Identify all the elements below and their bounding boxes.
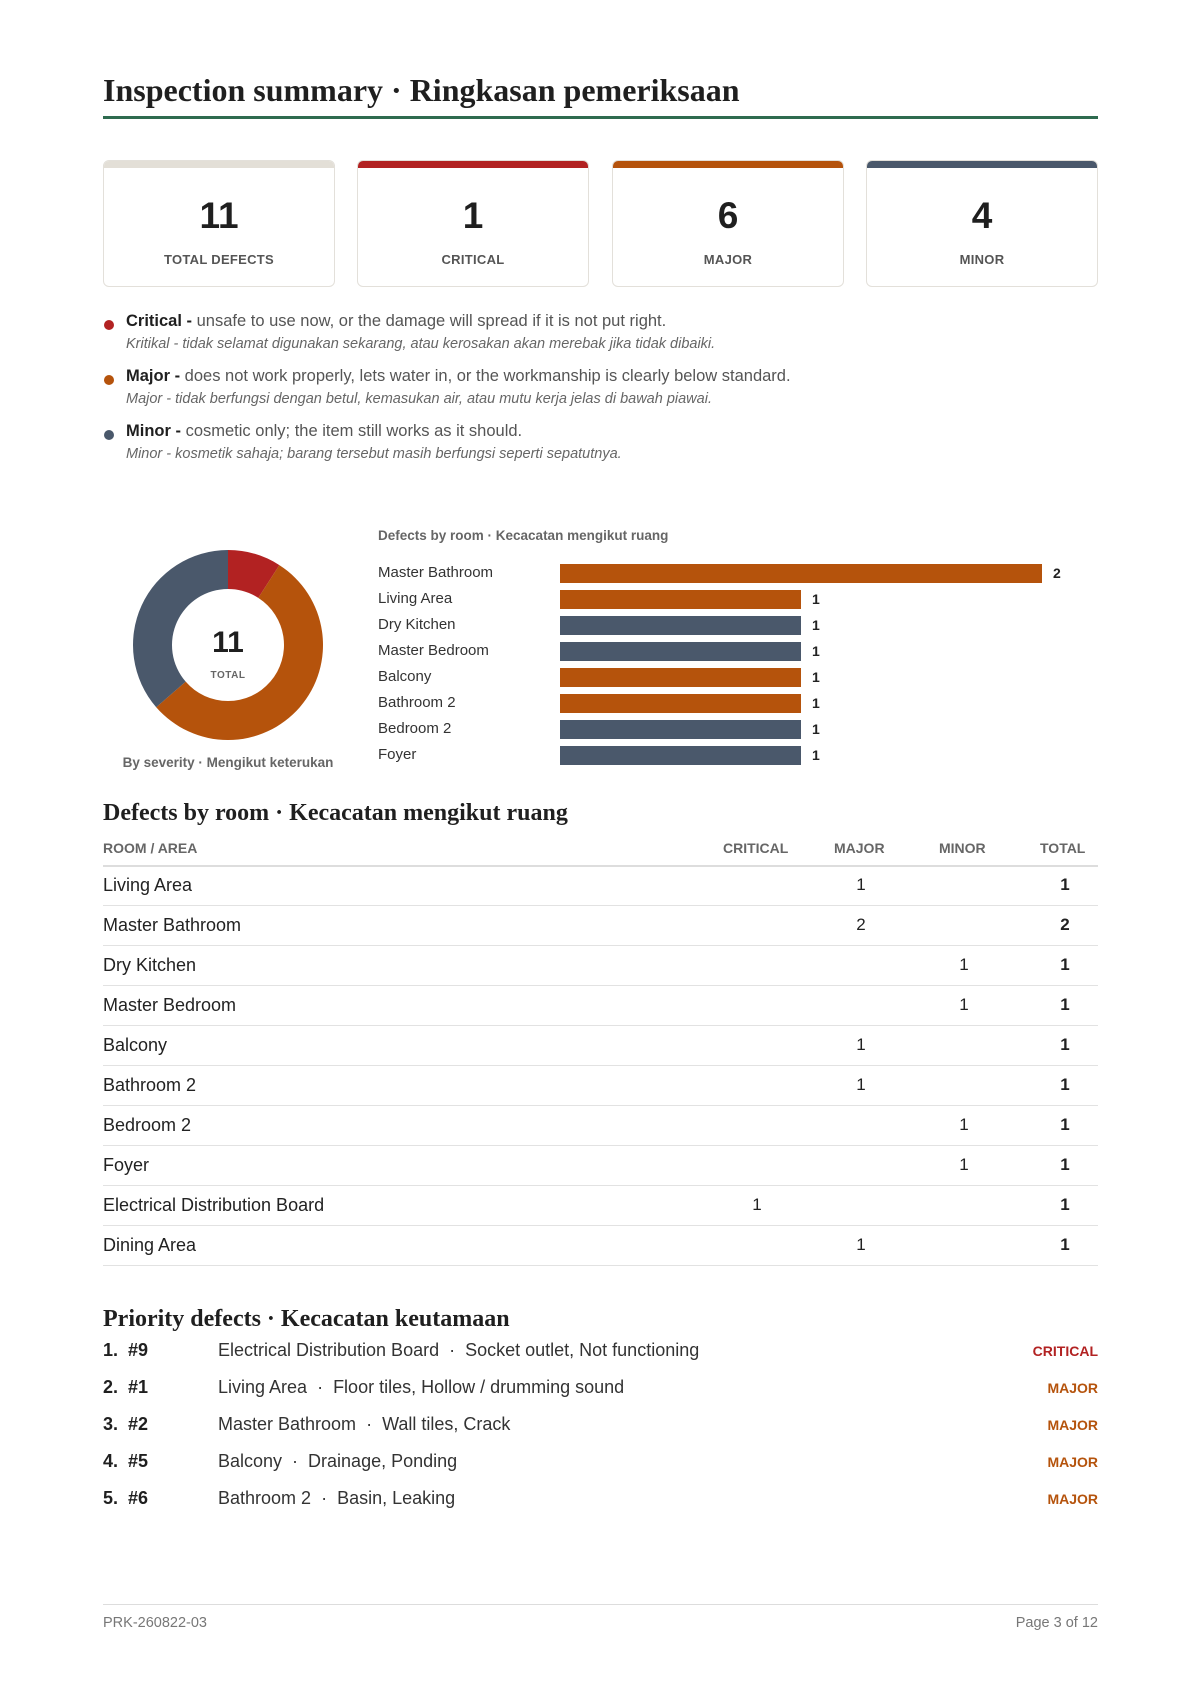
bar-label: Master Bedroom [378,642,489,659]
table-row [103,867,1098,906]
bar [560,668,801,687]
priority-number: 2. #1 [103,1377,149,1397]
bar-chart-title: Defects by room · Kecacatan mengikut ruang [378,528,669,543]
table-row [103,1227,1098,1266]
bar [560,616,801,635]
priority-description [218,1488,455,1509]
cell-total: 1 [1060,1155,1070,1174]
separator: · [311,1488,338,1508]
col-critical: CRITICAL [723,840,789,856]
bar-label: Bedroom 2 [378,720,452,737]
separator: · [282,1451,309,1471]
cell-major: 1 [856,1235,866,1254]
bar [560,642,801,661]
bar-value-label: 1 [812,617,820,633]
card-label: MINOR [959,252,1005,267]
cell-major: 1 [856,1075,866,1094]
priority-room: Electrical Distribution Board [218,1340,440,1360]
priority-item [103,1451,1098,1487]
cell-minor: 1 [959,995,969,1014]
col-minor: MINOR [939,840,986,856]
cell-total: 1 [1060,955,1070,974]
cell-room: Foyer [103,1155,150,1175]
cell-total: 1 [1060,1235,1070,1254]
legend-term: Major - [126,367,181,385]
footer-page-number: Page 3 of 12 [1015,1615,1098,1631]
bar-label: Bathroom 2 [378,694,456,711]
priority-item [103,1377,1098,1413]
table-header [103,830,1098,867]
bar-value-label: 1 [812,747,820,763]
severity-badge: MAJOR [1047,1454,1098,1470]
legend-desc-en: cosmetic only; the item still works as it should. [181,422,523,440]
col-major: MAJOR [834,840,885,856]
report-page [103,0,1098,1684]
cell-room: Balcony [103,1035,168,1055]
bar-label: Master Bathroom [378,564,494,581]
donut-caption: By severity · Mengikut keterukan [122,755,334,770]
footer-rule [103,1604,1098,1605]
minor-dot-icon [104,430,114,440]
cell-critical: 1 [752,1195,762,1214]
col-room: ROOM / AREA [103,840,198,856]
priority-item [103,1488,1098,1524]
table-row [103,1027,1098,1066]
priority-detail: Floor tiles, Hollow / drumming sound [333,1377,625,1397]
room-bar-chart [378,520,1098,788]
cell-room: Living Area [103,875,193,895]
card-value: 1 [462,195,484,236]
priority-description [218,1340,699,1361]
severity-badge: MAJOR [1047,1380,1098,1396]
bar-row [378,664,1098,692]
cell-room: Electrical Distribution Board [103,1195,325,1215]
cell-total: 1 [1060,1075,1070,1094]
priority-room: Bathroom 2 [218,1488,312,1508]
cell-major: 1 [856,1035,866,1054]
card-value: 6 [717,195,739,236]
separator: · [439,1340,466,1360]
card-total-defects [103,160,335,287]
table-row [103,987,1098,1026]
severity-badge: MAJOR [1047,1491,1098,1507]
legend-term: Minor - [126,422,181,440]
cell-minor: 1 [959,1115,969,1134]
priority-detail: Basin, Leaking [337,1488,456,1508]
severity-donut-chart [131,548,325,742]
legend-item-major [103,367,1098,417]
bar-value-label: 1 [812,669,820,685]
cell-total: 1 [1060,1035,1070,1054]
cell-total: 1 [1060,995,1070,1014]
donut-total: 11 [212,626,244,659]
cell-room: Bathroom 2 [103,1075,197,1095]
bar-row [378,638,1098,666]
priority-detail: Drainage, Ponding [308,1451,458,1471]
bar [560,564,1042,583]
cell-room: Dining Area [103,1235,197,1255]
priority-number: 4. #5 [103,1451,149,1471]
priority-detail: Wall tiles, Crack [382,1414,511,1434]
priority-description [218,1377,624,1398]
card-minor [866,160,1098,287]
donut-total-label: TOTAL [210,670,246,681]
legend-desc-en: unsafe to use now, or the damage will spread if it is not put right. [192,312,667,330]
legend-desc-ms: Kritikal - tidak selamat digunakan sekarang, atau kerosakan akan merebak jika tidak dibaiki. [126,336,716,352]
priority-item [103,1414,1098,1450]
separator: · [356,1414,383,1434]
bar-label: Dry Kitchen [378,616,456,633]
bar-row [378,586,1098,614]
priority-detail: Socket outlet, Not functioning [465,1340,700,1360]
card-accent-bar [358,161,588,168]
footer-reference: PRK-260822-03 [103,1615,207,1631]
bar-label: Foyer [378,746,417,763]
card-accent-bar [613,161,843,168]
legend-desc-ms: Major - tidak berfungsi dengan betul, kemasukan air, atau mutu kerja jelas di bawah piawai. [126,391,712,407]
bar-row [378,716,1098,744]
card-label: TOTAL DEFECTS [163,252,275,267]
table-row [103,1147,1098,1186]
bar-label: Living Area [378,590,453,607]
table-row [103,1107,1098,1146]
summary-cards [103,160,1098,287]
bar [560,746,801,765]
bar-value-label: 2 [1053,565,1061,581]
priority-description [218,1451,457,1472]
cell-room: Master Bathroom [103,915,242,935]
card-accent-bar [867,161,1097,168]
legend-item-critical [103,312,1098,362]
cell-room: Dry Kitchen [103,955,197,975]
table-row [103,947,1098,986]
room-table-heading: Defects by room · Kecacatan mengikut ruang [103,800,568,826]
card-accent-bar [104,161,334,168]
bar-row [378,742,1098,770]
priority-number: 3. #2 [103,1414,149,1434]
priority-room: Balcony [218,1451,283,1471]
legend-item-minor [103,422,1098,472]
card-label: MAJOR [703,252,753,267]
cell-total: 1 [1060,875,1070,894]
cell-major: 2 [856,915,866,934]
card-critical [357,160,589,287]
card-value: 4 [971,195,993,236]
card-value: 11 [199,195,239,236]
legend-term: Critical - [126,312,193,330]
separator: · [307,1377,334,1397]
bar-row [378,560,1098,588]
bar [560,694,801,713]
priority-heading: Priority defects · Kecacatan keutamaan [103,1306,510,1332]
priority-number: 1. #9 [103,1340,149,1360]
legend-desc-en: does not work properly, lets water in, or the workmanship is clearly below standard. [180,367,791,385]
table-row [103,1187,1098,1226]
bar-value-label: 1 [812,695,820,711]
page-title: Inspection summary · Ringkasan pemeriksaan [103,72,740,108]
card-label: CRITICAL [441,252,505,267]
priority-room: Master Bathroom [218,1414,357,1434]
cell-room: Master Bedroom [103,995,237,1015]
legend-desc-ms: Minor - kosmetik sahaja; barang tersebut masih berfungsi seperti sepatutnya. [126,446,622,462]
cell-major: 1 [856,875,866,894]
title-rule [103,116,1098,119]
cell-minor: 1 [959,1155,969,1174]
cell-total: 1 [1060,1115,1070,1134]
bar-value-label: 1 [812,591,820,607]
bar [560,720,801,739]
cell-total: 1 [1060,1195,1070,1214]
cell-total: 2 [1060,915,1070,934]
major-dot-icon [104,375,114,385]
table-row [103,1067,1098,1106]
severity-badge: MAJOR [1047,1417,1098,1433]
bar-value-label: 1 [812,721,820,737]
bar-label: Balcony [378,668,432,685]
severity-badge: CRITICAL [1032,1343,1098,1359]
priority-item [103,1340,1098,1376]
priority-description [218,1414,510,1435]
table-row [103,907,1098,946]
bar-row [378,690,1098,718]
cell-room: Bedroom 2 [103,1115,192,1135]
bar-value-label: 1 [812,643,820,659]
bar-row [378,612,1098,640]
priority-room: Living Area [218,1377,308,1397]
cell-minor: 1 [959,955,969,974]
col-total: TOTAL [1040,840,1086,856]
priority-number: 5. #6 [103,1488,149,1508]
card-major [612,160,844,287]
bar [560,590,801,609]
critical-dot-icon [104,320,114,330]
